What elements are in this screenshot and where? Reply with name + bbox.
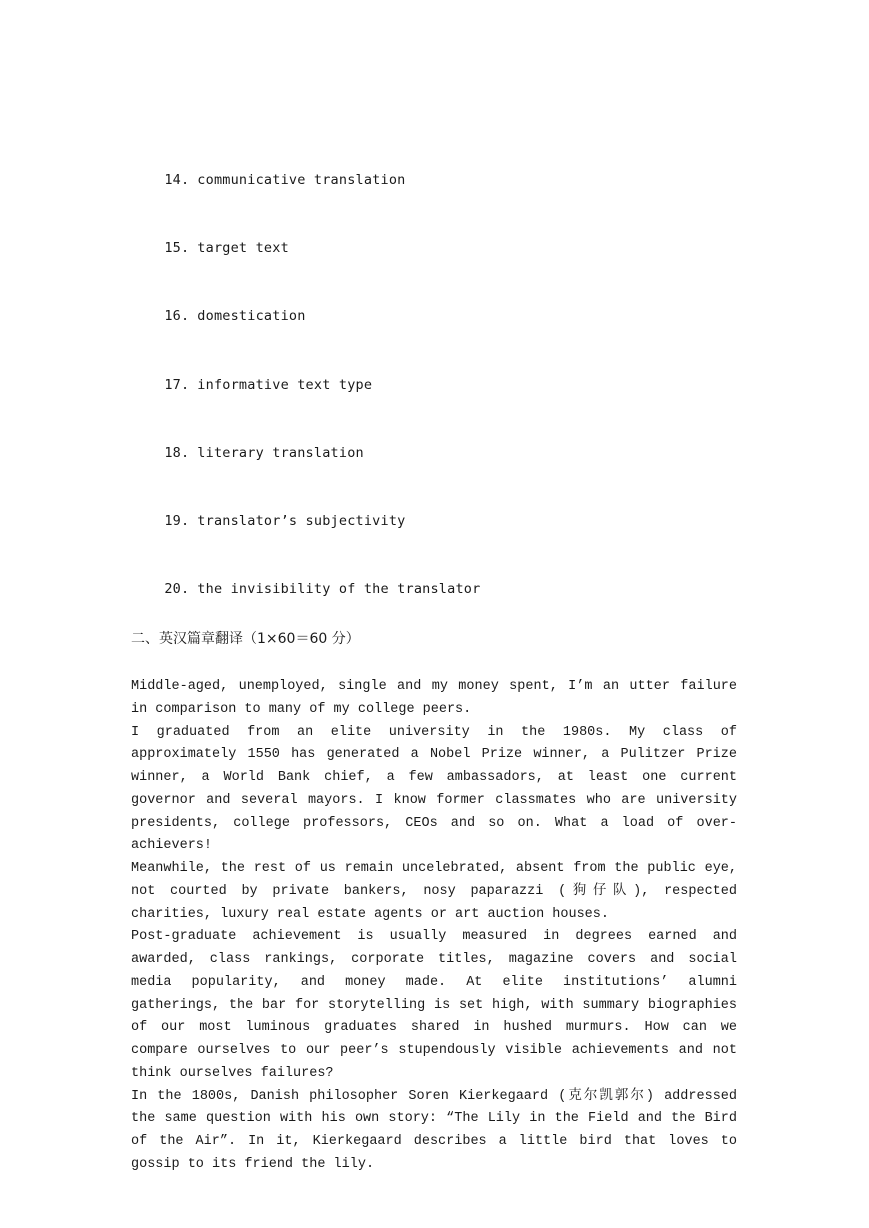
term-text: the invisibility of the translator (197, 581, 481, 597)
passage-paragraph: I graduated from an elite university in the 1980s. My class of approximately 1550 has generated a Nobel Prize winner, a Pulitzer Prize winner, a World Bank chief, a few ambassadors, at least one current governor and several mayors. I know former classmates who are university presidents, college professors, CEOs and so on. What a load of over-achievers! (131, 724, 737, 854)
translation-passage (131, 676, 737, 1177)
term-number: 14. (164, 172, 190, 188)
term-number: 17. (164, 377, 190, 393)
term-item-18 (131, 426, 364, 480)
term-text: communicative translation (197, 172, 406, 188)
term-item-15 (131, 221, 289, 275)
term-number: 20. (164, 581, 190, 597)
term-text: translator’s subjectivity (197, 513, 406, 529)
term-item-14 (131, 153, 406, 207)
term-number: 16. (164, 308, 190, 324)
term-text: informative text type (197, 377, 373, 393)
term-number: 19. (164, 513, 190, 529)
term-number: 15. (164, 240, 190, 256)
term-text: domestication (197, 308, 306, 324)
term-item-16 (131, 289, 306, 343)
term-item-19 (131, 494, 406, 548)
passage-paragraph: In the 1800s, Danish philosopher Soren Kierkegaard (克尔凯郭尔) addressed the same question with his own story: “The Lily in the Field and the Bird of the Air”. In it, Kierkegaard describes a little bird that loves to gossip to its friend the lily. (131, 1088, 737, 1172)
term-item-17 (131, 358, 372, 412)
term-number: 18. (164, 445, 190, 461)
term-text: target text (197, 240, 289, 256)
term-item-20 (131, 562, 480, 616)
passage-paragraph: Middle-aged, unemployed, single and my money spent, I’m an utter failure in comparison to many of my college peers. (131, 679, 737, 717)
term-text: literary translation (197, 445, 364, 461)
passage-paragraph: Meanwhile, the rest of us remain uncelebrated, absent from the public eye, not courted by private bankers, nosy paparazzi (狗仔队), respected charities, luxury real estate agents or art auction houses. (131, 861, 737, 922)
section-heading: 二、英汉篇章翻译（1×60＝60 分） (131, 631, 360, 647)
passage-paragraph: Post-graduate achievement is usually measured in degrees earned and awarded, class rankings, corporate titles, magazine covers and social media popularity, and money made. At elite institutions’ alumni gatherings, the bar for storytelling is set high, with summary biographies of our most luminous graduates shared in hushed murmurs. How can we compare ourselves to our peer’s stupendously visible achievements and not think ourselves failures? (131, 929, 737, 1081)
